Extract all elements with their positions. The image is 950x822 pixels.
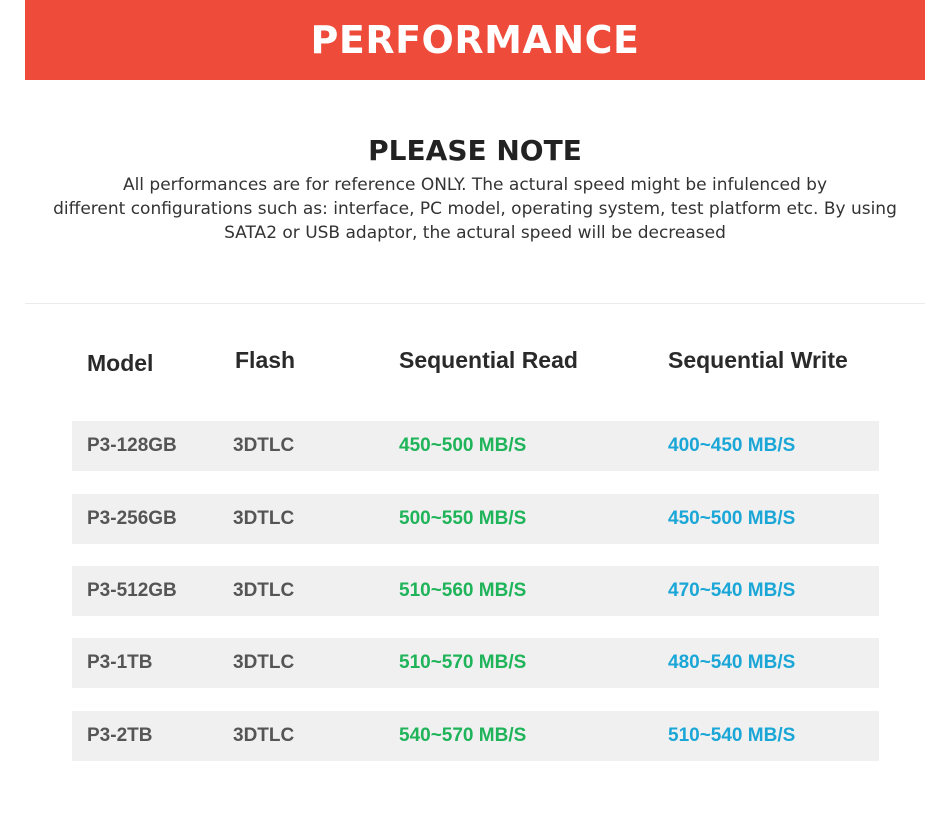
write-speed-cell: 510~540 MB/S [668, 725, 796, 746]
header-sequential-write: Sequential Write [668, 347, 848, 373]
write-speed-cell: 470~540 MB/S [668, 580, 796, 601]
model-cell: P3-512GB [87, 580, 177, 601]
header-sequential-read: Sequential Read [399, 347, 578, 373]
note-heading: PLEASE NOTE [368, 134, 582, 167]
model-cell: P3-2TB [87, 725, 153, 746]
flash-cell: 3DTLC [233, 435, 295, 456]
table-row [72, 638, 879, 688]
section-divider [25, 303, 925, 304]
model-cell: P3-256GB [87, 508, 177, 529]
read-speed-cell: 510~560 MB/S [399, 580, 527, 601]
note-body [20, 173, 930, 245]
read-speed-cell: 500~550 MB/S [399, 508, 527, 529]
write-speed-cell: 400~450 MB/S [668, 435, 796, 456]
read-speed-cell: 540~570 MB/S [399, 725, 527, 746]
note-line: different configurations such as: interface, PC model, operating system, test platform etc. By using [53, 199, 897, 219]
table-row [72, 494, 879, 544]
read-speed-cell: 510~570 MB/S [399, 652, 527, 673]
flash-cell: 3DTLC [233, 725, 295, 746]
flash-cell: 3DTLC [233, 580, 295, 601]
table-row [72, 566, 879, 616]
flash-cell: 3DTLC [233, 652, 295, 673]
write-speed-cell: 480~540 MB/S [668, 652, 796, 673]
write-speed-cell: 450~500 MB/S [668, 508, 796, 529]
table-row [72, 421, 879, 471]
performance-banner [25, 0, 925, 80]
note-line: SATA2 or USB adaptor, the actural speed will be decreased [224, 223, 726, 243]
banner-title: PERFORMANCE [310, 18, 640, 62]
model-cell: P3-1TB [87, 652, 153, 673]
model-cell: P3-128GB [87, 435, 177, 456]
table-row [72, 711, 879, 761]
header-model: Model [87, 350, 154, 376]
note-line: All performances are for reference ONLY. The actural speed might be infulenced by [122, 175, 828, 195]
read-speed-cell: 450~500 MB/S [399, 435, 527, 456]
header-flash: Flash [235, 347, 296, 373]
flash-cell: 3DTLC [233, 508, 295, 529]
